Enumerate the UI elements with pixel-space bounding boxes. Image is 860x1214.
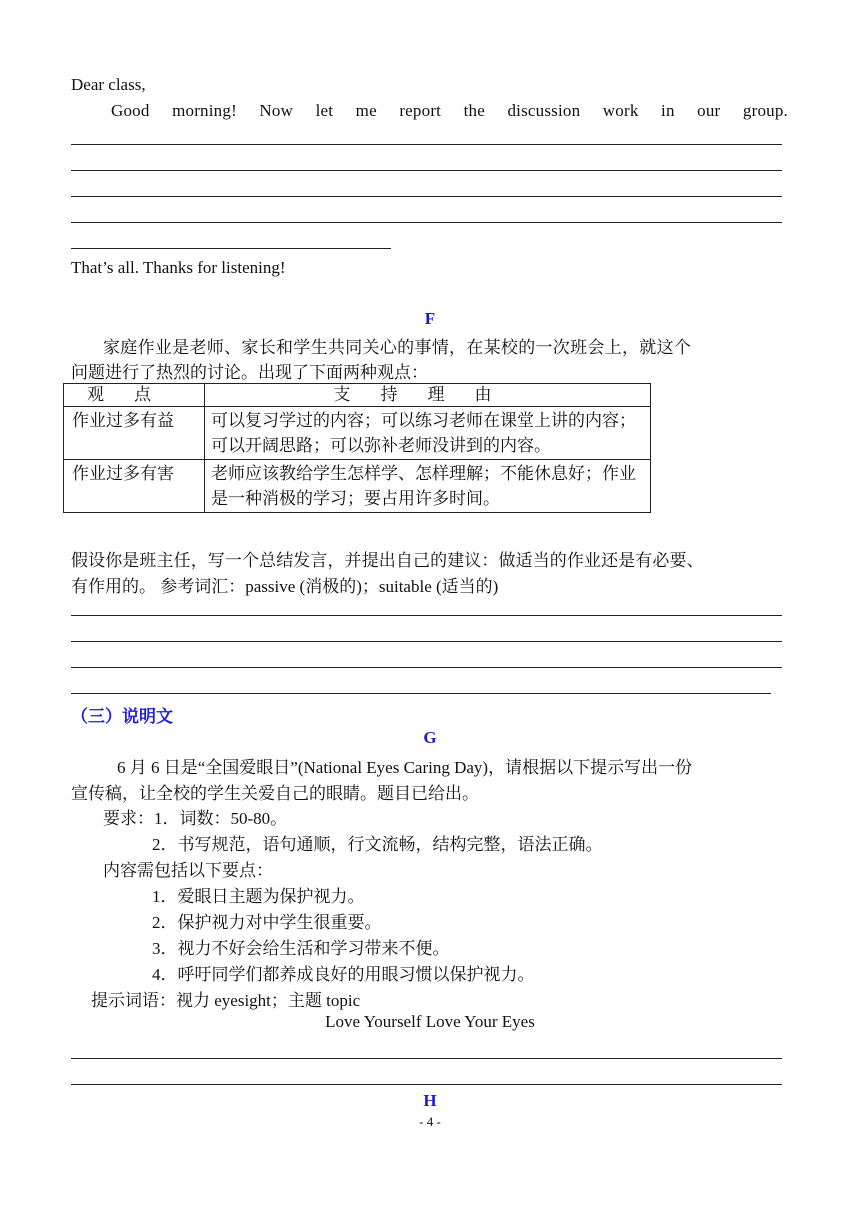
answer-line (71, 222, 782, 223)
section-g-label: G (423, 728, 437, 747)
letter-greeting: Dear class, (71, 75, 146, 94)
section-three-heading: （三）说明文 (71, 707, 173, 726)
section-g-point: 2．保护视力对中学生很重要。 (152, 913, 382, 932)
section-g-requirement-2: 2．书写规范，语句通顺，行文流畅，结构完整，语法正确。 (152, 835, 603, 854)
page-number: - 4 - (419, 1114, 441, 1129)
answer-line (71, 248, 391, 249)
section-g-point: 4．呼吁同学们都养成良好的用眼习惯以保护视力。 (152, 965, 535, 984)
section-f-label: F (424, 309, 436, 328)
answer-line (71, 1058, 782, 1059)
viewpoints-table (63, 383, 651, 513)
table-header-reasons: 支持理由 (205, 384, 651, 407)
answer-line (71, 641, 782, 642)
section-g-hint: 提示词语：视力 eyesight；主题 topic (91, 991, 361, 1010)
section-f-task-line2: 有作用的。 参考词汇：passive (消极的)；suitable (适当的) (71, 577, 499, 596)
table-cell-reasons: 老师应该教给学生怎样学、怎样理解；不能休息好；作业是一种消极的学习；要占用许多时间。 (205, 460, 651, 513)
section-g-requirement-1: 要求：1．词数：50-80。 (103, 809, 288, 828)
table-row (64, 407, 651, 460)
answer-line (71, 196, 782, 197)
table-header-view: 观点 (64, 384, 205, 407)
section-f-task-line1: 假设你是班主任，写一个总结发言，并提出自己的建议：做适当的作业还是有必要、 (71, 551, 704, 570)
answer-line (71, 667, 782, 668)
section-g-essay-title: Love Yourself Love Your Eyes (325, 1012, 535, 1031)
section-g-point: 1．爱眼日主题为保护视力。 (152, 887, 365, 906)
section-g-point: 3．视力不好会给生活和学习带来不便。 (152, 939, 450, 958)
table-cell-view: 作业过多有益 (64, 407, 205, 460)
section-g-intro-line2: 宣传稿，让全校的学生关爱自己的眼睛。题目已给出。 (71, 784, 479, 803)
table-header-row (64, 384, 651, 407)
answer-line (71, 693, 771, 694)
section-h-label: H (423, 1091, 437, 1110)
section-g-intro-line1: 6 月 6 日是“全国爱眼日”(National Eyes Caring Day)，请根据以下提示写出一份 (117, 758, 693, 777)
answer-line (71, 615, 782, 616)
answer-line (71, 1084, 782, 1085)
answer-line (71, 144, 782, 145)
answer-line (71, 170, 782, 171)
letter-closing: That’s all. Thanks for listening! (71, 258, 286, 277)
table-cell-reasons: 可以复习学过的内容；可以练习老师在课堂上讲的内容；可以开阔思路；可以弥补老师没讲到的内容。 (205, 407, 651, 460)
table-row (64, 460, 651, 513)
section-g-points-label: 内容需包括以下要点： (103, 861, 273, 880)
table-cell-view: 作业过多有害 (64, 460, 205, 513)
letter-opening: Good morning! Now let me report the discussion work in our group. (111, 101, 788, 120)
section-f-intro-line1: 家庭作业是老师、家长和学生共同关心的事情，在某校的一次班会上，就这个 (103, 338, 692, 357)
section-f-intro-line2: 问题进行了热烈的讨论。出现了下面两种观点： (71, 363, 428, 382)
